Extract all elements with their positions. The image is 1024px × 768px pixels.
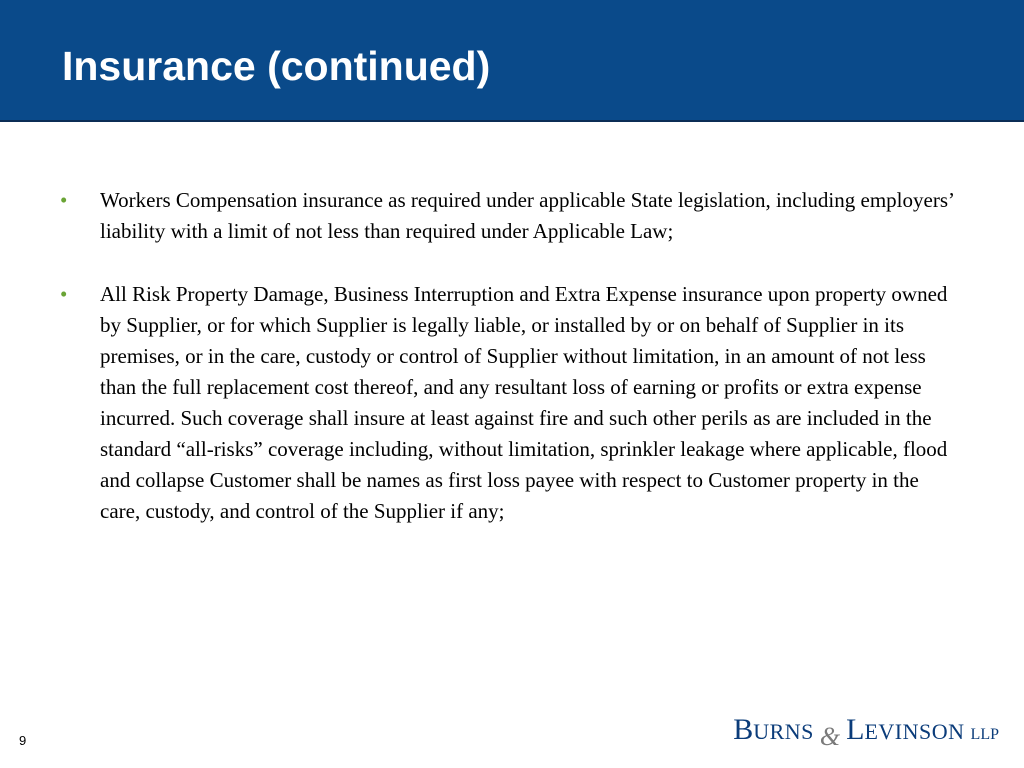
title-bar <box>0 0 1024 122</box>
logo-llp: LLP <box>970 726 999 743</box>
logo-ampersand: & <box>819 722 841 751</box>
burns-levinson-logo <box>733 713 999 749</box>
bullet-marker: • <box>60 188 68 212</box>
logo-letter: L <box>846 713 865 746</box>
bullet-text: All Risk Property Damage, Business Interruption and Extra Expense insurance upon property owned by Supplier, or for which Supplier is legally liable, or installed by or on behalf of Supplier in its premises, or in the care, custody or control of Supplier without limitation, in an amount of not less than the full replacement cost thereof, and any resultant loss of earning or profits or extra expense incurred. Such coverage shall insure at least against fire and such other perils as are included in the standard “all-risks” coverage including, without limitation, sprinkler leakage where applicable, flood and collapse Customer shall be names as first loss payee with respect to Customer property in the care, custody, and control of the Supplier if any; <box>100 282 948 523</box>
page-number: 9 <box>19 733 27 748</box>
bullet-text: Workers Compensation insurance as required under applicable State legislation, including employers’ liability with a limit of not less than required under Applicable Law; <box>100 188 954 243</box>
bullet-list <box>60 185 960 559</box>
logo-letter: B <box>733 713 754 746</box>
bullet-marker: • <box>60 282 68 306</box>
logo-word: EVINSON <box>864 719 965 744</box>
bullet-item-workers-compensation <box>60 185 960 247</box>
slide-title: Insurance (continued) <box>62 43 491 89</box>
logo-word: URNS <box>753 719 814 744</box>
bullet-item-property-damage <box>60 279 960 527</box>
